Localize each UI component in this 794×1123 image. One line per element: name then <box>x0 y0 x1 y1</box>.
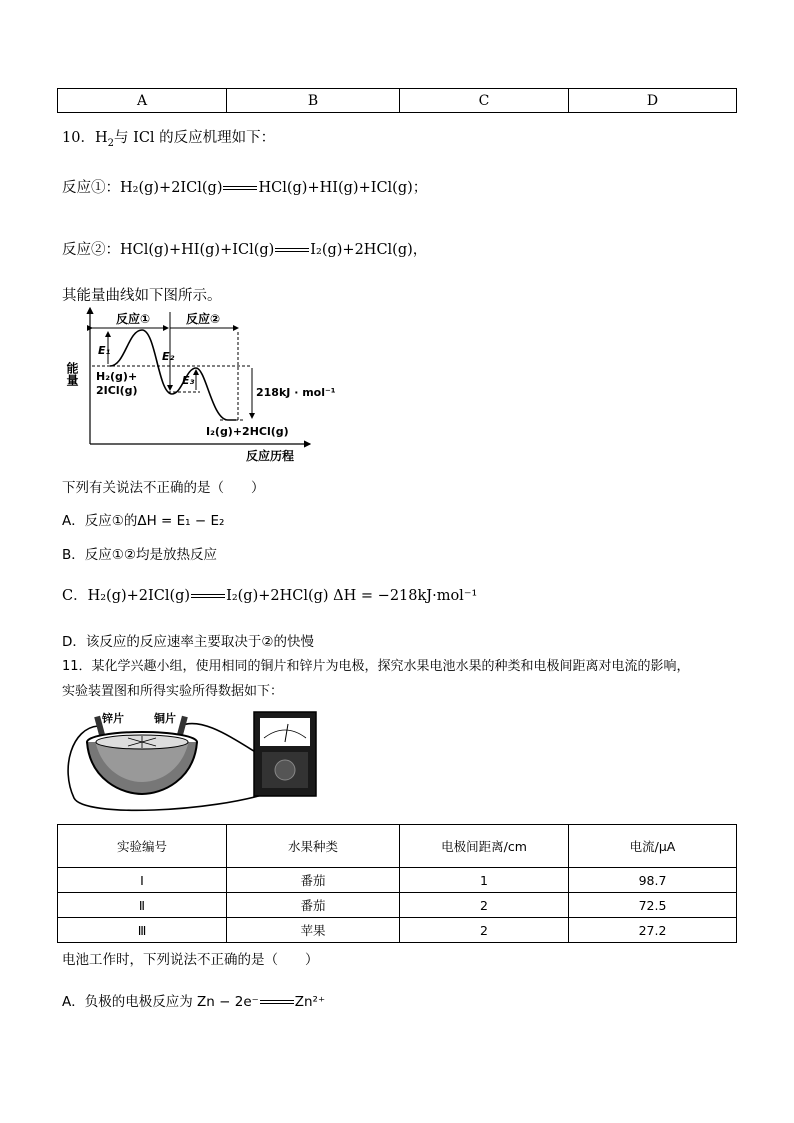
q10-option-c <box>62 584 477 605</box>
cell: 27.2 <box>569 918 737 943</box>
q10-option-d: D．该反应的反应速率主要取决于②的快慢 <box>62 634 314 650</box>
reaction-1-label: 反应①： <box>62 180 120 196</box>
q11-option-a <box>62 990 325 1010</box>
q10-number: 10． <box>62 130 95 146</box>
zinc-label: 锌片 <box>102 712 124 725</box>
data-table <box>57 824 737 943</box>
reaction-2-label: 反应②： <box>62 242 120 258</box>
table-row <box>58 893 737 918</box>
cell: 番茄 <box>227 893 400 918</box>
reaction-1-right: HCl(g)+HI(g)+ICl(g)； <box>258 180 428 196</box>
q10-intro-sub: 2 <box>107 137 114 149</box>
reaction-1 <box>62 176 427 197</box>
header-experiment: 实验编号 <box>58 825 227 868</box>
q11-option-a-right: Zn²⁺ <box>294 994 326 1010</box>
option-cell-d: D <box>569 89 737 113</box>
q10-intro-text: 与 ICl 的反应机理如下： <box>113 130 276 146</box>
table-row <box>58 918 737 943</box>
reaction-2-left: HCl(g)+HI(g)+ICl(g) <box>120 242 275 258</box>
cell: 苹果 <box>227 918 400 943</box>
cell: 1 <box>400 868 569 893</box>
reactants-label-1: H₂(g)+ <box>96 370 138 383</box>
e2-label: E₂ <box>162 350 175 363</box>
copper-label: 铜片 <box>154 712 176 725</box>
header-fruit: 水果种类 <box>227 825 400 868</box>
header-distance: 电极间距离/cm <box>400 825 569 868</box>
energy-diagram <box>65 302 340 464</box>
option-cell-b: B <box>227 89 400 113</box>
fruit-battery-figure <box>62 708 324 820</box>
equals-sign <box>191 594 225 598</box>
products-label: I₂(g)+2HCl(g) <box>206 425 289 438</box>
reaction-2 <box>62 238 427 259</box>
stage-1-label: 反应① <box>116 312 151 326</box>
q10-option-b: B．反应①②均是放热反应 <box>62 547 217 563</box>
cell: Ⅰ <box>58 868 227 893</box>
options-table <box>57 88 737 113</box>
reactants-label-2: 2ICl(g) <box>96 384 138 397</box>
e1-label: E₁ <box>98 344 111 357</box>
stage-2-label: 反应② <box>186 312 221 326</box>
equals-sign <box>260 1000 294 1004</box>
q10-question: 下列有关说法不正确的是（ ） <box>62 480 265 496</box>
equals-sign <box>223 186 257 190</box>
cell: Ⅲ <box>58 918 227 943</box>
y-axis-label: 能量 <box>65 362 79 386</box>
cell: 番茄 <box>227 868 400 893</box>
cell: Ⅱ <box>58 893 227 918</box>
reaction-2-right: I₂(g)+2HCl(g)， <box>310 242 428 258</box>
x-axis-label: 反应历程 <box>246 449 295 463</box>
option-cell-a: A <box>58 89 227 113</box>
q10-intro <box>62 126 275 149</box>
cell: 2 <box>400 918 569 943</box>
figure-caption: 其能量曲线如下图所示。 <box>62 288 222 304</box>
cell: 2 <box>400 893 569 918</box>
delta-h-label: 218kJ · mol⁻¹ <box>256 386 336 399</box>
option-cell-c: C <box>400 89 569 113</box>
q11-line-1: 11．某化学兴趣小组，使用相同的铜片和锌片为电极，探究水果电池水果的种类和电极间距离对电流的影响， <box>62 659 690 674</box>
q11-question: 电池工作时，下列说法不正确的是（ ） <box>62 952 319 968</box>
q11-line-2: 实验装置图和所得实验所得数据如下： <box>62 684 284 699</box>
q10-option-c-left: C．H₂(g)+2ICl(g) <box>62 588 191 604</box>
q10-option-c-right: I₂(g)+2HCl(g) ΔH = −218kJ·mol⁻¹ <box>226 588 478 604</box>
q11-option-a-left: A．负极的电极反应为 Zn − 2e⁻ <box>62 994 259 1010</box>
header-current: 电流/μA <box>569 825 737 868</box>
q10-intro-h: H <box>94 130 108 146</box>
equals-sign <box>275 248 309 252</box>
q10-option-a: A．反应①的ΔH = E₁ − E₂ <box>62 513 225 529</box>
reaction-1-left: H₂(g)+2ICl(g) <box>120 180 223 196</box>
cell: 72.5 <box>569 893 737 918</box>
cell: 98.7 <box>569 868 737 893</box>
table-row <box>58 868 737 893</box>
e3-label: E₃ <box>182 374 195 387</box>
